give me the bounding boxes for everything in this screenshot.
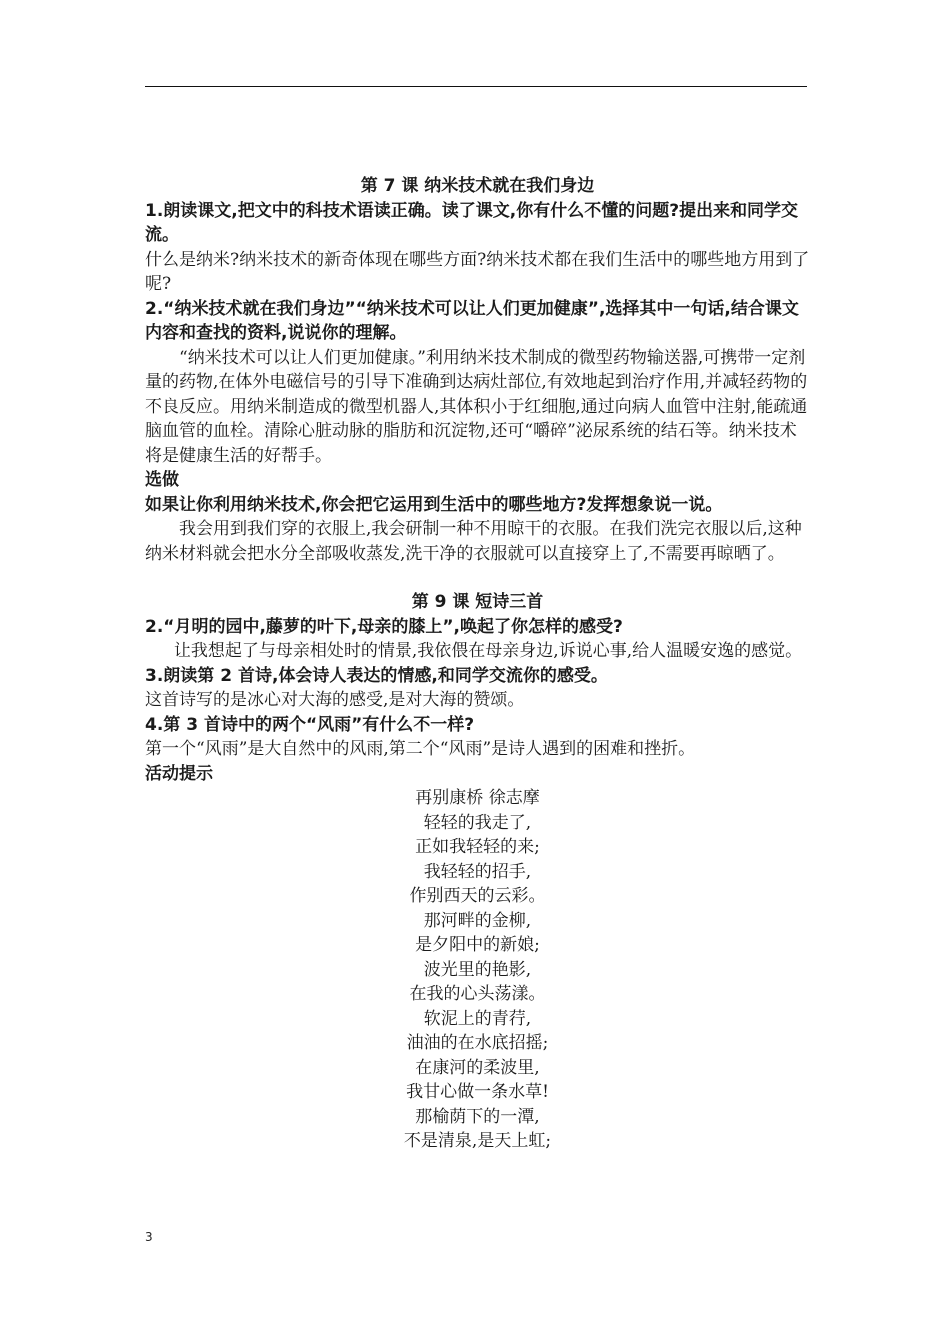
- poem-line: 正如我轻轻的来;: [415, 837, 540, 857]
- lesson-9-answer-2: 让我想起了与母亲相处时的情景,我依偎在母亲身边,诉说心事,给人温暖安逸的感觉。: [173, 641, 803, 661]
- lesson-7-title: 第 7 课 纳米技术就在我们身边: [360, 176, 595, 196]
- lesson-9-question-4: 4.第 3 首诗中的两个“风雨”有什么不一样?: [145, 714, 475, 735]
- lesson-9-question-3: 3.朗读第 2 首诗,体会诗人表达的情感,和同学交流你的感受。: [145, 665, 608, 686]
- optional-label: 选做: [145, 470, 179, 490]
- poem-line: 那榆荫下的一潭,: [415, 1106, 540, 1127]
- poem-line: 我甘心做一条水草!: [406, 1082, 549, 1102]
- lesson-9-answer-4: 第一个“风雨”是大自然中的风雨,第二个“风雨”是诗人遇到的困难和挫折。: [145, 739, 696, 759]
- lesson-7-answer-1: 什么是纳米?纳米技术的新奇体现在哪些方面?纳米技术都在我们生活中的哪些地方用到了呢?: [145, 249, 810, 294]
- lesson-7-answer-2: “纳米技术可以让人们更加健康。”利用纳米技术制成的微型药物输送器,可携带一定剂量的药物,在体外电磁信号的引导下准确到达病灶部位,有效地起到治疗作用,并减轻药物的不良反应。用纳米制造成的微型机器人,其体积小于红细胞,通过向病人血管中注射,能疏通脑血管的血栓。清除心脏动脉的脂肪和沉淀物,还可“嚼碎”泌尿系统的结石等。纳米技术将是健康生活的好帮手。: [145, 347, 808, 466]
- poem-line: 作别西天的云彩。: [409, 886, 546, 906]
- poem-line: 波光里的艳影,: [423, 959, 532, 980]
- poem-line: 是夕阳中的新娘;: [415, 935, 540, 955]
- lesson-9-title: 第 9 课 短诗三首: [411, 592, 544, 612]
- section-gap: [145, 566, 810, 590]
- lesson-9-question-2: 2.“月明的园中,藤萝的叶下,母亲的膝上”,唤起了你怎样的感受?: [145, 616, 623, 637]
- poem-line: 软泥上的青荇,: [423, 1008, 532, 1029]
- lesson-7-question-3: 如果让你利用纳米技术,你会把它运用到生活中的哪些地方?发挥想象说一说。: [145, 494, 723, 515]
- lesson-9-answer-3: 这首诗写的是冰心对大海的感受,是对大海的赞颂。: [145, 690, 525, 710]
- poem-line: 油油的在水底招摇;: [406, 1033, 549, 1053]
- lesson-7-answer-3: 我会用到我们穿的衣服上,我会研制一种不用晾干的衣服。在我们洗完衣服以后,这种纳米材料就会把水分全部吸收蒸发,洗干净的衣服就可以直接穿上了,不需要再晾晒了。: [145, 519, 802, 564]
- poem-line: 轻轻的我走了,: [423, 812, 532, 833]
- poem-line: 在康河的柔波里,: [415, 1057, 540, 1078]
- activity-label: 活动提示: [145, 763, 213, 784]
- page-content: [145, 174, 810, 1154]
- lesson-7-question-2: 2.“纳米技术就在我们身边”“纳米技术可以让人们更加健康”,选择其中一句话,结合课文内容和查找的资料,说说你的理解。: [145, 298, 799, 343]
- poem-title: 再别康桥 徐志摩: [415, 788, 540, 808]
- poem-line: 在我的心头荡漾。: [409, 984, 546, 1004]
- poem-line: 不是清泉,是天上虹;: [403, 1131, 552, 1151]
- lesson-7-question-1: 1.朗读课文,把文中的科技术语读正确。读了课文,你有什么不懂的问题?提出来和同学交流。: [145, 200, 799, 245]
- poem-line: 我轻轻的招手,: [423, 861, 532, 882]
- poem: [145, 786, 810, 1154]
- header-rule: [145, 86, 807, 87]
- page-number: 3: [145, 1230, 153, 1244]
- poem-line: 那河畔的金柳,: [423, 910, 532, 931]
